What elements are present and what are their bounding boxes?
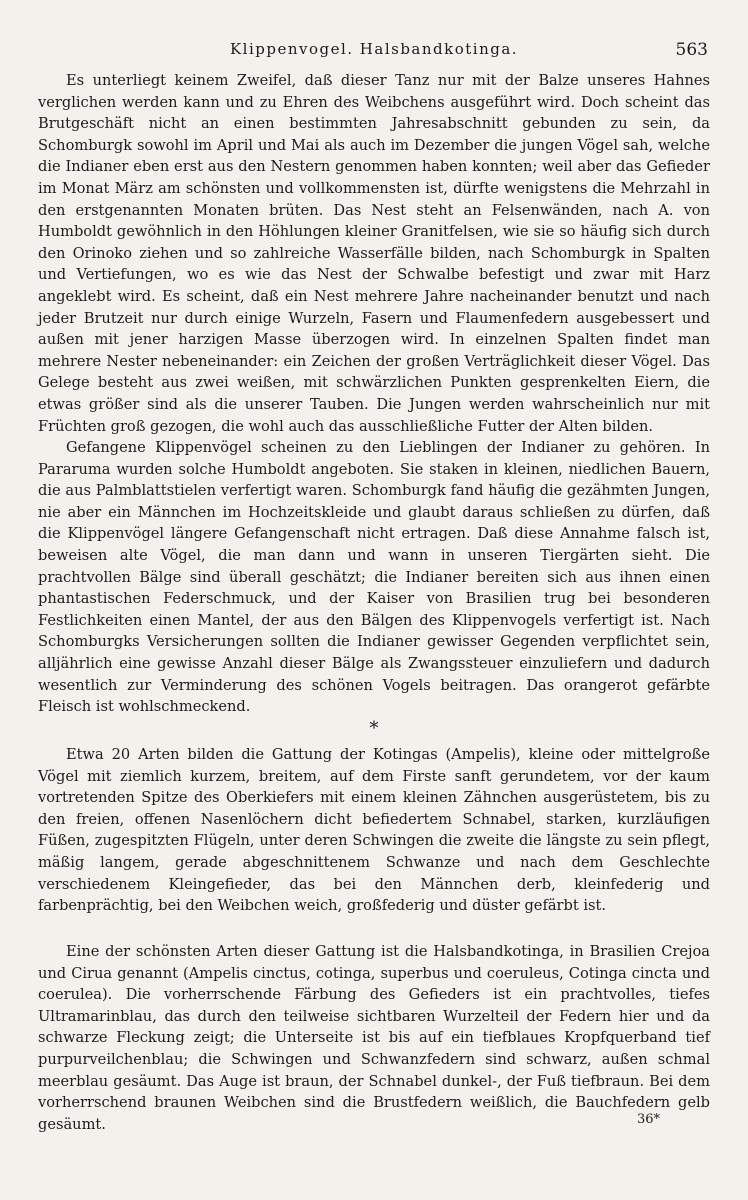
paragraph-gattung-kotingas: Etwa 20 Arten bilden die Gattung der Kotingas (Ampelis), kleine oder mittelgroße Vögel mit ziemlich kurzem, breitem, auf dem Firste sanft gerundetem, vor der kaum vortretenden Spitze des Oberkiefers mit einem kleinen Zähnchen ausgerüstetem, bis zu den freien, offenen Nasenlöchern dicht befiedertem Schnabel, starken, kurzläufigen Füßen, zugespitzten Flügeln, unter deren Schwingen die zweite die längste zu sein pflegt, mäßig langem, gerade abgeschnittenem Schwanze und nach dem Geschlechte verschiedenem Kleingefieder, das bei den Männchen derb, kleinfederig und farbenprächtig, bei den Weibchen weich, großfederig und düster gefärbt ist.: [38, 746, 710, 915]
page-number: 563: [675, 40, 708, 60]
page-header: [40, 40, 708, 70]
running-head: Klippenvogel. Halsbandkotinga.: [229, 40, 519, 58]
text-block-klippenvogel: [38, 70, 710, 718]
printer-signature: 36*: [636, 1112, 660, 1127]
section-separator: *: [369, 718, 379, 739]
text-block-halsbandkotinga: [38, 941, 710, 1135]
paragraph-brutgeschaeft: Es unterliegt keinem Zweifel, daß dieser Tanz nur mit der Balze unseres Hahnes verglichen werden kann und zu Ehren des Weibchens ausgeführt wird. Doch scheint das Brutgeschäft nicht an einen bestimmten Jahresabschnitt gebunden zu sein, da Schomburgk sowohl im April und Mai als auch im Dezember die jungen Vögel sah, welche die Indianer eben erst aus den Nestern genommen haben konnten; weil aber das Gefieder im Monat März am schönsten und vollkommensten ist, dürfte wenigstens die Mehrzahl in den erstgenannten Monaten brüten. Das Nest steht an Felsenwänden, nach A. von Humboldt gewöhnlich in den Höhlungen kleiner Granitfelsen, wie sie so häufig sich durch den Orinoko ziehen und so zahlreiche Wasserfälle bilden, nach Schomburgk in Spalten und Vertiefungen, wo es wie das Nest der Schwalbe befestigt und zwar mit Harz angeklebt wird. Es scheint, daß ein Nest mehrere Jahre nacheinander benutzt und nach jeder Brutzeit nur durch einige Wurzeln, Fasern und Flaumenfedern ausgebessert und außen mit jener harzigen Masse überzogen wird. In einzelnen Spalten findet man mehrere Nester nebeneinander: ein Zeichen der großen Verträglichkeit dieser Vögel. Das Gelege besteht aus zwei weißen, mit schwärzlichen Punkten gesprenkelten Eiern, die etwas größer sind als die unserer Tauben. Die Jungen werden wahrscheinlich nur mit Früchten groß gezogen, die wohl auch das ausschließliche Futter der Alten bilden.: [38, 72, 710, 435]
text-block-kotingas: [38, 744, 710, 917]
paragraph-halsbandkotinga: Eine der schönsten Arten dieser Gattung ist die Halsbandkotinga, in Brasilien Crejoa und Cirua genannt (Ampelis cinctus, cotinga, superbus und coeruleus, Cotinga cincta und coerulea). Die vorherrschende Färbung des Gefieders ist ein prachtvolles, tiefes Ultramarinblau, das durch den teilweise sichtbaren Wurzelteil der Federn hier und da schwarze Fleckung zeigt; die Unterseite ist bis auf ein tiefblaues Kropfquerband tief purpurveilchenblau; die Schwingen und Schwanzfedern sind schwarz, außen schmal meerblau gesäumt. Das Auge ist braun, der Schnabel dunkel-, der Fuß tiefbraun. Bei dem vorherrschend braunen Weibchen sind die Brustfedern weißlich, die Bauchfedern gelb gesäumt.: [38, 943, 710, 1133]
paragraph-gefangenschaft: Gefangene Klippenvögel scheinen zu den Lieblingen der Indianer zu gehören. In Pararuma wurden solche Humboldt angeboten. Sie staken in kleinen, niedlichen Bauern, die aus Palmblattstielen verfertigt waren. Schomburgk fand häufig die gezähmten Jungen, nie aber ein Männchen im Hochzeitskleide und glaubt daraus schließen zu dürfen, daß die Klippenvögel längere Gefangenschaft nicht ertragen. Daß diese Annahme falsch ist, beweisen alte Vögel, die man dann und wann in unseren Tiergärten sieht. Die prachtvollen Bälge sind überall geschätzt; die Indianer bereiten sich aus ihnen einen phantastischen Federschmuck, und der Kaiser von Brasilien trug bei besonderen Festlichkeiten einen Mantel, der aus den Bälgen des Klippenvogels verfertigt ist. Nach Schomburgks Versicherungen sollten die Indianer gewisser Gegenden verpflichtet sein, alljährlich eine gewisse Anzahl dieser Bälge als Zwangssteuer einzuliefern und dadurch wesentlich zur Verminderung des schönen Vogels beitragen. Das orangerot gefärbte Fleisch ist wohlschmeckend.: [38, 439, 710, 716]
